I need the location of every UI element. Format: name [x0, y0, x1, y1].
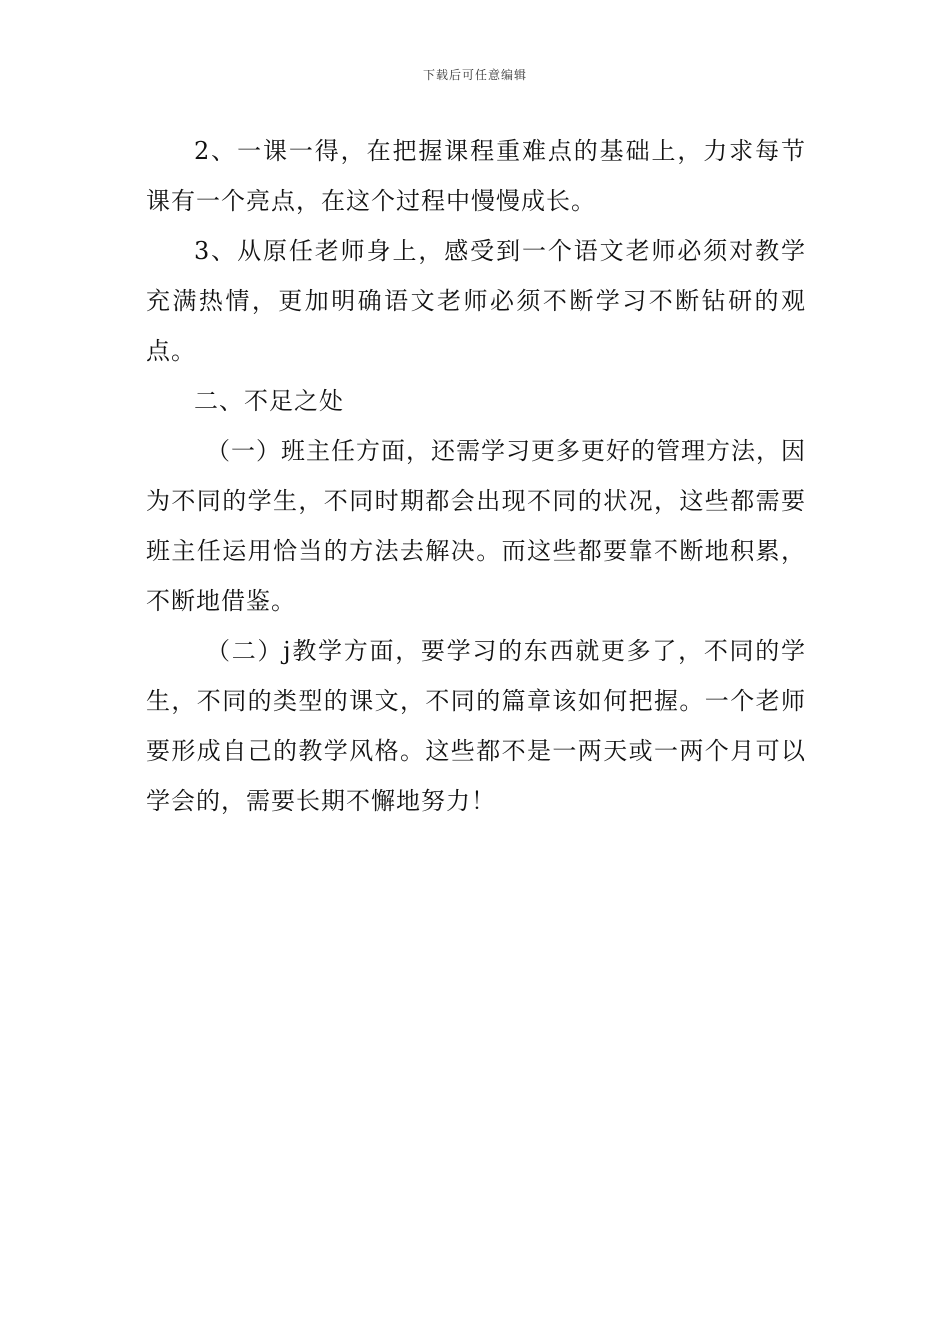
- paragraph-point-2: 2、一课一得，在把握课程重难点的基础上，力求每节课有一个亮点，在这个过程中慢慢成长。: [146, 137, 806, 215]
- header-note: 下载后可任意编辑: [422, 68, 527, 82]
- section-heading-shortcomings: 二、不足之处: [194, 387, 344, 415]
- paragraph-class-teacher: （一）班主任方面，还需学习更多更好的管理方法，因为不同的学生，不同时期都会出现不同的状况，这些都需要班主任运用恰当的方法去解决。而这些都要靠不断地积累，不断地借鉴。: [146, 437, 806, 615]
- paragraph-point-3: 3、从原任老师身上，感受到一个语文老师必须对教学充满热情，更加明确语文老师必须不断学习不断钻研的观点。: [146, 237, 806, 365]
- paragraph-teaching: （二）j教学方面，要学习的东西就更多了，不同的学生，不同的类型的课文，不同的篇章该如何把握。一个老师要形成自己的教学风格。这些都不是一两天或一两个月可以学会的，需要长期不懈地努力！: [146, 637, 806, 815]
- document-body: [146, 126, 806, 826]
